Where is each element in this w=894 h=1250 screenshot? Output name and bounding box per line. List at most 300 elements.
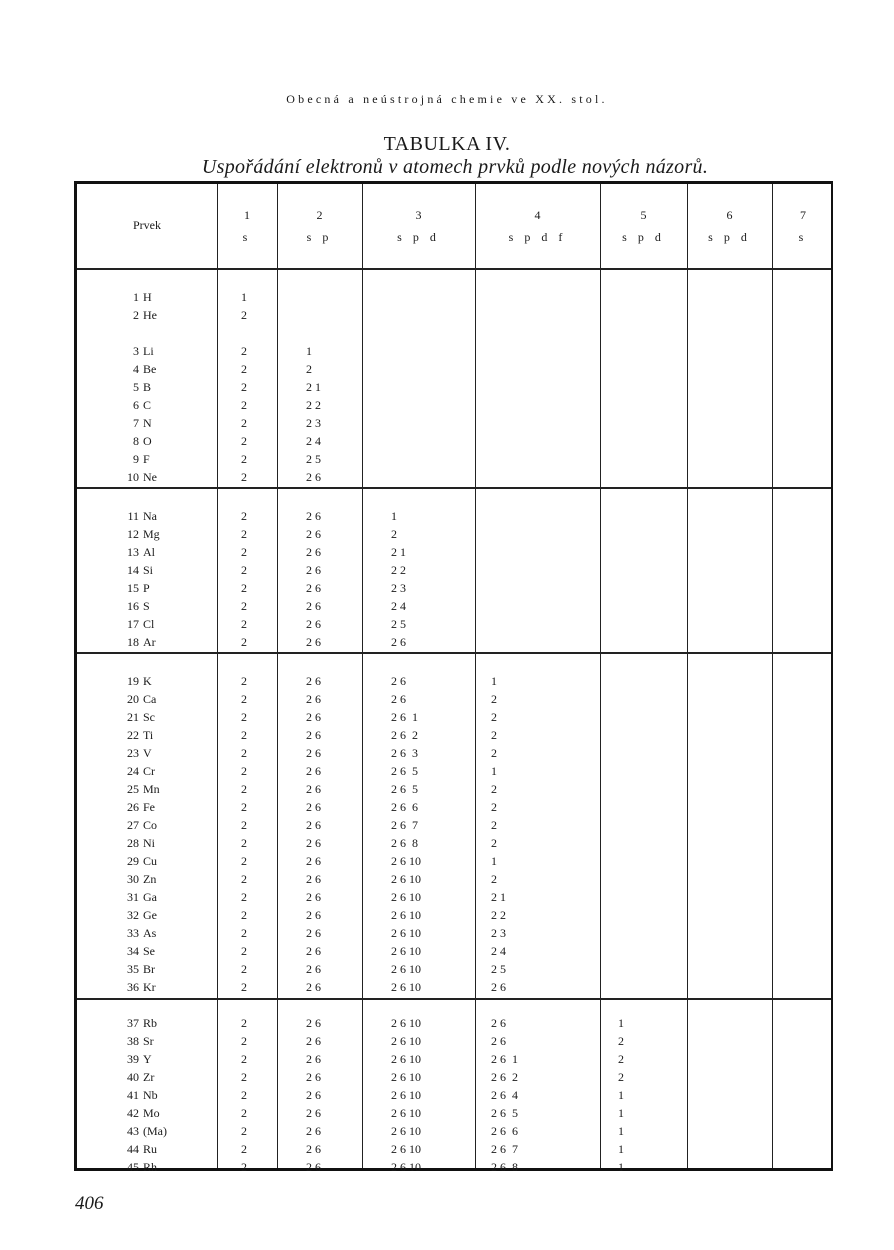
shell-1-cell: 2 <box>241 1124 247 1138</box>
element-symbol: Sc <box>143 710 155 724</box>
shell-3-cell: 2 6 10 <box>391 1160 421 1174</box>
element-symbol: Se <box>143 944 155 958</box>
element-cell <box>117 798 187 816</box>
table-row <box>77 525 831 543</box>
shell-3-cell: 2 6 10 <box>391 908 421 922</box>
table-row <box>77 360 831 378</box>
atomic-number: 1 <box>133 290 139 304</box>
shell-4-cell: 2 6 <box>491 980 506 994</box>
element-cell <box>117 507 187 525</box>
atomic-number: 3 <box>133 344 139 358</box>
table-row <box>77 906 831 924</box>
shell-2-cell: 2 6 <box>306 980 321 994</box>
atomic-number: 23 <box>127 746 139 760</box>
shell-1-cell: 2 <box>241 836 247 850</box>
shell-3-cell: 2 6 10 <box>391 872 421 886</box>
shell-1-cell: 2 <box>241 674 247 688</box>
shell-1-cell: 2 <box>241 854 247 868</box>
shell-3-cell: 2 6 6 <box>391 800 418 814</box>
shell-3-cell: 2 6 10 <box>391 1142 421 1156</box>
shell-1-cell: 2 <box>241 764 247 778</box>
element-cell <box>117 615 187 633</box>
shell-3-cell: 2 6 10 <box>391 962 421 976</box>
shell-4-cell: 2 <box>491 782 497 796</box>
shell-4-cell: 2 6 <box>491 1016 506 1030</box>
element-symbol: Y <box>143 1052 152 1066</box>
shell-1-cell: 2 <box>241 380 247 394</box>
element-cell <box>117 414 187 432</box>
element-symbol: Rh <box>143 1160 158 1174</box>
shell-2-cell: 2 6 <box>306 692 321 706</box>
shell-3-cell: 2 6 8 <box>391 836 418 850</box>
element-cell <box>117 744 187 762</box>
element-cell <box>117 1158 187 1176</box>
subshell-labels: s p <box>306 230 333 244</box>
shell-3-cell: 2 6 2 <box>391 728 418 742</box>
shell-3-cell: 2 6 10 <box>391 1070 421 1084</box>
element-cell <box>117 1104 187 1122</box>
shell-5-cell: 1 <box>618 1016 624 1030</box>
table-row <box>77 432 831 450</box>
shell-2-cell: 2 3 <box>306 416 321 430</box>
element-cell <box>117 360 187 378</box>
element-cell <box>117 978 187 996</box>
element-symbol: Ga <box>143 890 157 904</box>
header-shell-5 <box>600 204 687 248</box>
element-symbol: Br <box>143 962 155 976</box>
element-cell <box>117 378 187 396</box>
shell-5-cell: 2 <box>618 1034 624 1048</box>
shell-1-cell: 2 <box>241 1016 247 1030</box>
element-symbol: Ne <box>143 470 157 484</box>
shell-3-cell: 2 6 10 <box>391 1124 421 1138</box>
header-shell-2 <box>277 204 362 248</box>
shell-2-cell: 2 5 <box>306 452 321 466</box>
shell-2-cell: 2 6 <box>306 1106 321 1120</box>
shell-1-cell: 1 <box>241 290 247 304</box>
shell-5-cell: 2 <box>618 1070 624 1084</box>
shell-1-cell: 2 <box>241 818 247 832</box>
shell-1-cell: 2 <box>241 1160 247 1174</box>
atomic-number: 7 <box>133 416 139 430</box>
shell-4-cell: 2 6 1 <box>491 1052 518 1066</box>
shell-5-cell: 2 <box>618 1052 624 1066</box>
atomic-number: 24 <box>127 764 139 778</box>
shell-4-cell: 2 4 <box>491 944 506 958</box>
shell-4-cell: 1 <box>491 854 497 868</box>
shell-2-cell: 2 6 <box>306 545 321 559</box>
element-symbol: (Ma) <box>143 1124 167 1138</box>
atomic-number: 4 <box>133 362 139 376</box>
element-symbol: S <box>143 599 150 613</box>
element-symbol: K <box>143 674 152 688</box>
table-row <box>77 762 831 780</box>
table-row <box>77 1050 831 1068</box>
element-symbol: P <box>143 581 150 595</box>
shell-2-cell: 2 6 <box>306 872 321 886</box>
table-row <box>77 708 831 726</box>
shell-3-cell: 2 6 10 <box>391 890 421 904</box>
table-row <box>77 306 831 324</box>
shell-2-cell: 2 6 <box>306 836 321 850</box>
table-row <box>77 1140 831 1158</box>
element-symbol: N <box>143 416 152 430</box>
table-row <box>77 942 831 960</box>
atomic-number: 39 <box>127 1052 139 1066</box>
element-cell <box>117 342 187 360</box>
shell-2-cell: 2 6 <box>306 818 321 832</box>
shell-2-cell: 2 6 <box>306 527 321 541</box>
element-symbol: Al <box>143 545 155 559</box>
atomic-number: 9 <box>133 452 139 466</box>
element-cell <box>117 468 187 486</box>
shell-1-cell: 2 <box>241 398 247 412</box>
shell-2-cell: 2 6 <box>306 617 321 631</box>
shell-1-cell: 2 <box>241 434 247 448</box>
element-symbol: Na <box>143 509 157 523</box>
shell-3-cell: 2 4 <box>391 599 406 613</box>
shell-2-cell: 2 6 <box>306 509 321 523</box>
table-row <box>77 507 831 525</box>
element-cell <box>117 672 187 690</box>
table-title: TABULKA IV. <box>383 133 511 155</box>
element-symbol: Cr <box>143 764 155 778</box>
element-symbol: Rb <box>143 1016 158 1030</box>
table-row <box>77 924 831 942</box>
atomic-number: 45 <box>127 1160 139 1174</box>
shell-number: 7 <box>800 208 806 222</box>
running-head: Obecná a neústrojná chemie ve XX. stol. <box>286 92 608 106</box>
element-cell <box>117 816 187 834</box>
element-cell <box>117 726 187 744</box>
subshell-labels: s p d <box>397 230 440 244</box>
element-cell <box>117 1086 187 1104</box>
shell-1-cell: 2 <box>241 362 247 376</box>
shell-2-cell: 2 6 <box>306 1070 321 1084</box>
shell-4-cell: 2 2 <box>491 908 506 922</box>
subshell-labels: s p d f <box>508 230 567 244</box>
element-symbol: Ni <box>143 836 155 850</box>
shell-1-cell: 2 <box>241 944 247 958</box>
shell-1-cell: 2 <box>241 872 247 886</box>
table-row <box>77 888 831 906</box>
atomic-number: 43 <box>127 1124 139 1138</box>
atomic-number: 5 <box>133 380 139 394</box>
shell-3-cell: 2 6 10 <box>391 854 421 868</box>
subshell-labels: s <box>798 230 808 244</box>
shell-3-cell: 2 3 <box>391 581 406 595</box>
element-symbol: Co <box>143 818 158 832</box>
element-symbol: Fe <box>143 800 155 814</box>
atomic-number: 6 <box>133 398 139 412</box>
shell-number: 3 <box>415 208 422 222</box>
table-row <box>77 396 831 414</box>
atomic-number: 13 <box>127 545 139 559</box>
page-number: 406 <box>75 1193 104 1214</box>
element-cell <box>117 888 187 906</box>
atomic-number: 17 <box>127 617 139 631</box>
atomic-number: 16 <box>127 599 139 613</box>
element-cell <box>117 288 187 306</box>
shell-4-cell: 2 3 <box>491 926 506 940</box>
shell-2-cell: 1 <box>306 344 312 358</box>
shell-1-cell: 2 <box>241 980 247 994</box>
table-row <box>77 1032 831 1050</box>
element-cell <box>117 1014 187 1032</box>
table-row <box>77 378 831 396</box>
shell-number: 4 <box>534 208 541 222</box>
shell-4-cell: 2 6 4 <box>491 1088 518 1102</box>
element-symbol: F <box>143 452 150 466</box>
element-symbol: Mn <box>143 782 160 796</box>
element-symbol: Kr <box>143 980 156 994</box>
shell-3-cell: 2 6 5 <box>391 764 418 778</box>
atomic-number: 15 <box>127 581 139 595</box>
shell-4-cell: 2 6 7 <box>491 1142 518 1156</box>
subshell-labels: s p d <box>622 230 665 244</box>
table-row <box>77 450 831 468</box>
table-row <box>77 1086 831 1104</box>
element-cell <box>117 432 187 450</box>
shell-5-cell: 1 <box>618 1106 624 1120</box>
atomic-number: 18 <box>127 635 139 649</box>
shell-4-cell: 2 <box>491 818 497 832</box>
table-row <box>77 744 831 762</box>
shell-1-cell: 2 <box>241 416 247 430</box>
element-cell <box>117 834 187 852</box>
element-symbol: Ca <box>143 692 157 706</box>
atomic-number: 40 <box>127 1070 139 1084</box>
atomic-number: 10 <box>127 470 139 484</box>
element-symbol: C <box>143 398 152 412</box>
atomic-number: 21 <box>127 710 139 724</box>
shell-1-cell: 2 <box>241 890 247 904</box>
element-symbol: Si <box>143 563 154 577</box>
header-prvek: Prvek <box>133 218 161 232</box>
shell-1-cell: 2 <box>241 581 247 595</box>
shell-4-cell: 2 <box>491 872 497 886</box>
shell-2-cell: 2 6 <box>306 674 321 688</box>
shell-number: 2 <box>316 208 323 222</box>
element-symbol: Be <box>143 362 157 376</box>
table-row <box>77 1122 831 1140</box>
shell-2-cell: 2 6 <box>306 746 321 760</box>
shell-2-cell: 2 6 <box>306 635 321 649</box>
electron-configuration-table <box>74 181 833 1174</box>
shell-2-cell: 2 6 <box>306 1088 321 1102</box>
table-row <box>77 288 831 306</box>
shell-3-cell: 2 6 5 <box>391 782 418 796</box>
atomic-number: 27 <box>127 818 139 832</box>
element-cell <box>117 924 187 942</box>
table-subtitle: Uspořádání elektronů v atomech prvků podle nových názorů. <box>201 156 709 178</box>
atomic-number: 28 <box>127 836 139 850</box>
atomic-number: 42 <box>127 1106 139 1120</box>
shell-1-cell: 2 <box>241 635 247 649</box>
table-row <box>77 633 831 651</box>
table-row <box>77 1104 831 1122</box>
element-cell <box>117 396 187 414</box>
atomic-number: 12 <box>127 527 139 541</box>
shell-4-cell: 2 1 <box>491 890 506 904</box>
shell-number: 5 <box>640 208 647 222</box>
table-row <box>77 615 831 633</box>
element-symbol: Ge <box>143 908 157 922</box>
shell-1-cell: 2 <box>241 1052 247 1066</box>
element-symbol: Cu <box>143 854 158 868</box>
element-cell <box>117 1122 187 1140</box>
element-cell <box>117 525 187 543</box>
shell-2-cell: 2 6 <box>306 470 321 484</box>
atomic-number: 22 <box>127 728 139 742</box>
shell-5-cell: 1 <box>618 1124 624 1138</box>
element-symbol: Ru <box>143 1142 158 1156</box>
header-shell-7 <box>772 204 834 248</box>
shell-4-cell: 2 6 <box>491 1034 506 1048</box>
element-symbol: B <box>143 380 152 394</box>
shell-2-cell: 2 4 <box>306 434 321 448</box>
table-row <box>77 834 831 852</box>
shell-2-cell: 2 6 <box>306 563 321 577</box>
atomic-number: 30 <box>127 872 139 886</box>
shell-1-cell: 2 <box>241 1034 247 1048</box>
shell-2-cell: 2 6 <box>306 710 321 724</box>
shell-2-cell: 2 6 <box>306 1034 321 1048</box>
table-row <box>77 561 831 579</box>
shell-2-cell: 2 6 <box>306 962 321 976</box>
element-symbol: Li <box>143 344 154 358</box>
header-shell-4 <box>475 204 600 248</box>
shell-2-cell: 2 6 <box>306 1124 321 1138</box>
element-cell <box>117 780 187 798</box>
shell-3-cell: 2 2 <box>391 563 406 577</box>
shell-2-cell: 2 1 <box>306 380 321 394</box>
atomic-number: 25 <box>127 782 139 796</box>
shell-4-cell: 2 <box>491 728 497 742</box>
atomic-number: 44 <box>127 1142 139 1156</box>
shell-5-cell: 1 <box>618 1088 624 1102</box>
table-row <box>77 468 831 486</box>
shell-3-cell: 2 6 10 <box>391 1106 421 1120</box>
group-separator <box>77 487 831 489</box>
shell-1-cell: 2 <box>241 746 247 760</box>
shell-1-cell: 2 <box>241 599 247 613</box>
table-row <box>77 579 831 597</box>
element-symbol: He <box>143 308 157 322</box>
shell-1-cell: 2 <box>241 344 247 358</box>
shell-1-cell: 2 <box>241 908 247 922</box>
shell-1-cell: 2 <box>241 470 247 484</box>
element-symbol: Zn <box>143 872 157 886</box>
atomic-number: 2 <box>133 308 139 322</box>
shell-3-cell: 2 6 3 <box>391 746 418 760</box>
table-row <box>77 342 831 360</box>
element-symbol: V <box>143 746 152 760</box>
table-row <box>77 852 831 870</box>
shell-1-cell: 2 <box>241 782 247 796</box>
shell-5-cell: 1 <box>618 1160 624 1174</box>
shell-1-cell: 2 <box>241 926 247 940</box>
shell-4-cell: 2 5 <box>491 962 506 976</box>
element-cell <box>117 1032 187 1050</box>
shell-1-cell: 2 <box>241 509 247 523</box>
shell-2-cell: 2 6 <box>306 800 321 814</box>
atomic-number: 33 <box>127 926 139 940</box>
element-cell <box>117 306 187 324</box>
shell-2-cell: 2 6 <box>306 728 321 742</box>
shell-1-cell: 2 <box>241 1088 247 1102</box>
table-row <box>77 690 831 708</box>
element-symbol: Zr <box>143 1070 155 1084</box>
shell-4-cell: 2 <box>491 710 497 724</box>
table-row <box>77 798 831 816</box>
table-row <box>77 780 831 798</box>
shell-3-cell: 2 6 10 <box>391 1034 421 1048</box>
atomic-number: 35 <box>127 962 139 976</box>
header-separator <box>77 268 831 270</box>
table-row <box>77 672 831 690</box>
shell-3-cell: 2 6 <box>391 692 406 706</box>
shell-2-cell: 2 2 <box>306 398 321 412</box>
shell-4-cell: 2 6 6 <box>491 1124 518 1138</box>
table-row <box>77 324 831 342</box>
table-row <box>77 414 831 432</box>
shell-4-cell: 2 6 5 <box>491 1106 518 1120</box>
element-cell <box>117 1140 187 1158</box>
shell-2-cell: 2 6 <box>306 1160 321 1174</box>
atomic-number: 8 <box>133 434 139 448</box>
atomic-number: 36 <box>127 980 139 994</box>
shell-number: 1 <box>244 208 250 222</box>
element-cell <box>117 579 187 597</box>
atomic-number: 19 <box>127 674 139 688</box>
element-cell <box>117 906 187 924</box>
element-symbol: Mo <box>143 1106 160 1120</box>
shell-1-cell: 2 <box>241 563 247 577</box>
shell-2-cell: 2 6 <box>306 1052 321 1066</box>
table-row <box>77 726 831 744</box>
shell-5-cell: 1 <box>618 1142 624 1156</box>
element-symbol: Sr <box>143 1034 154 1048</box>
table-row <box>77 1068 831 1086</box>
atomic-number: 37 <box>127 1016 139 1030</box>
element-cell <box>117 852 187 870</box>
element-symbol: Ti <box>143 728 154 742</box>
atomic-number: 31 <box>127 890 139 904</box>
shell-3-cell: 1 <box>391 509 397 523</box>
shell-number: 6 <box>726 208 733 222</box>
atomic-number: 38 <box>127 1034 139 1048</box>
shell-3-cell: 2 6 10 <box>391 926 421 940</box>
atomic-number: 34 <box>127 944 139 958</box>
element-cell <box>117 450 187 468</box>
shell-4-cell: 2 <box>491 692 497 706</box>
shell-2-cell: 2 <box>306 362 312 376</box>
shell-1-cell: 2 <box>241 692 247 706</box>
shell-3-cell: 2 <box>391 527 397 541</box>
shell-3-cell: 2 6 <box>391 635 406 649</box>
element-cell <box>117 597 187 615</box>
shell-1-cell: 2 <box>241 617 247 631</box>
shell-3-cell: 2 6 10 <box>391 944 421 958</box>
shell-1-cell: 2 <box>241 710 247 724</box>
shell-4-cell: 2 6 8 <box>491 1160 518 1174</box>
element-symbol: O <box>143 434 152 448</box>
group-separator <box>77 998 831 1000</box>
subshell-labels: s p d <box>708 230 751 244</box>
shell-1-cell: 2 <box>241 1106 247 1120</box>
table-row <box>77 1014 831 1032</box>
